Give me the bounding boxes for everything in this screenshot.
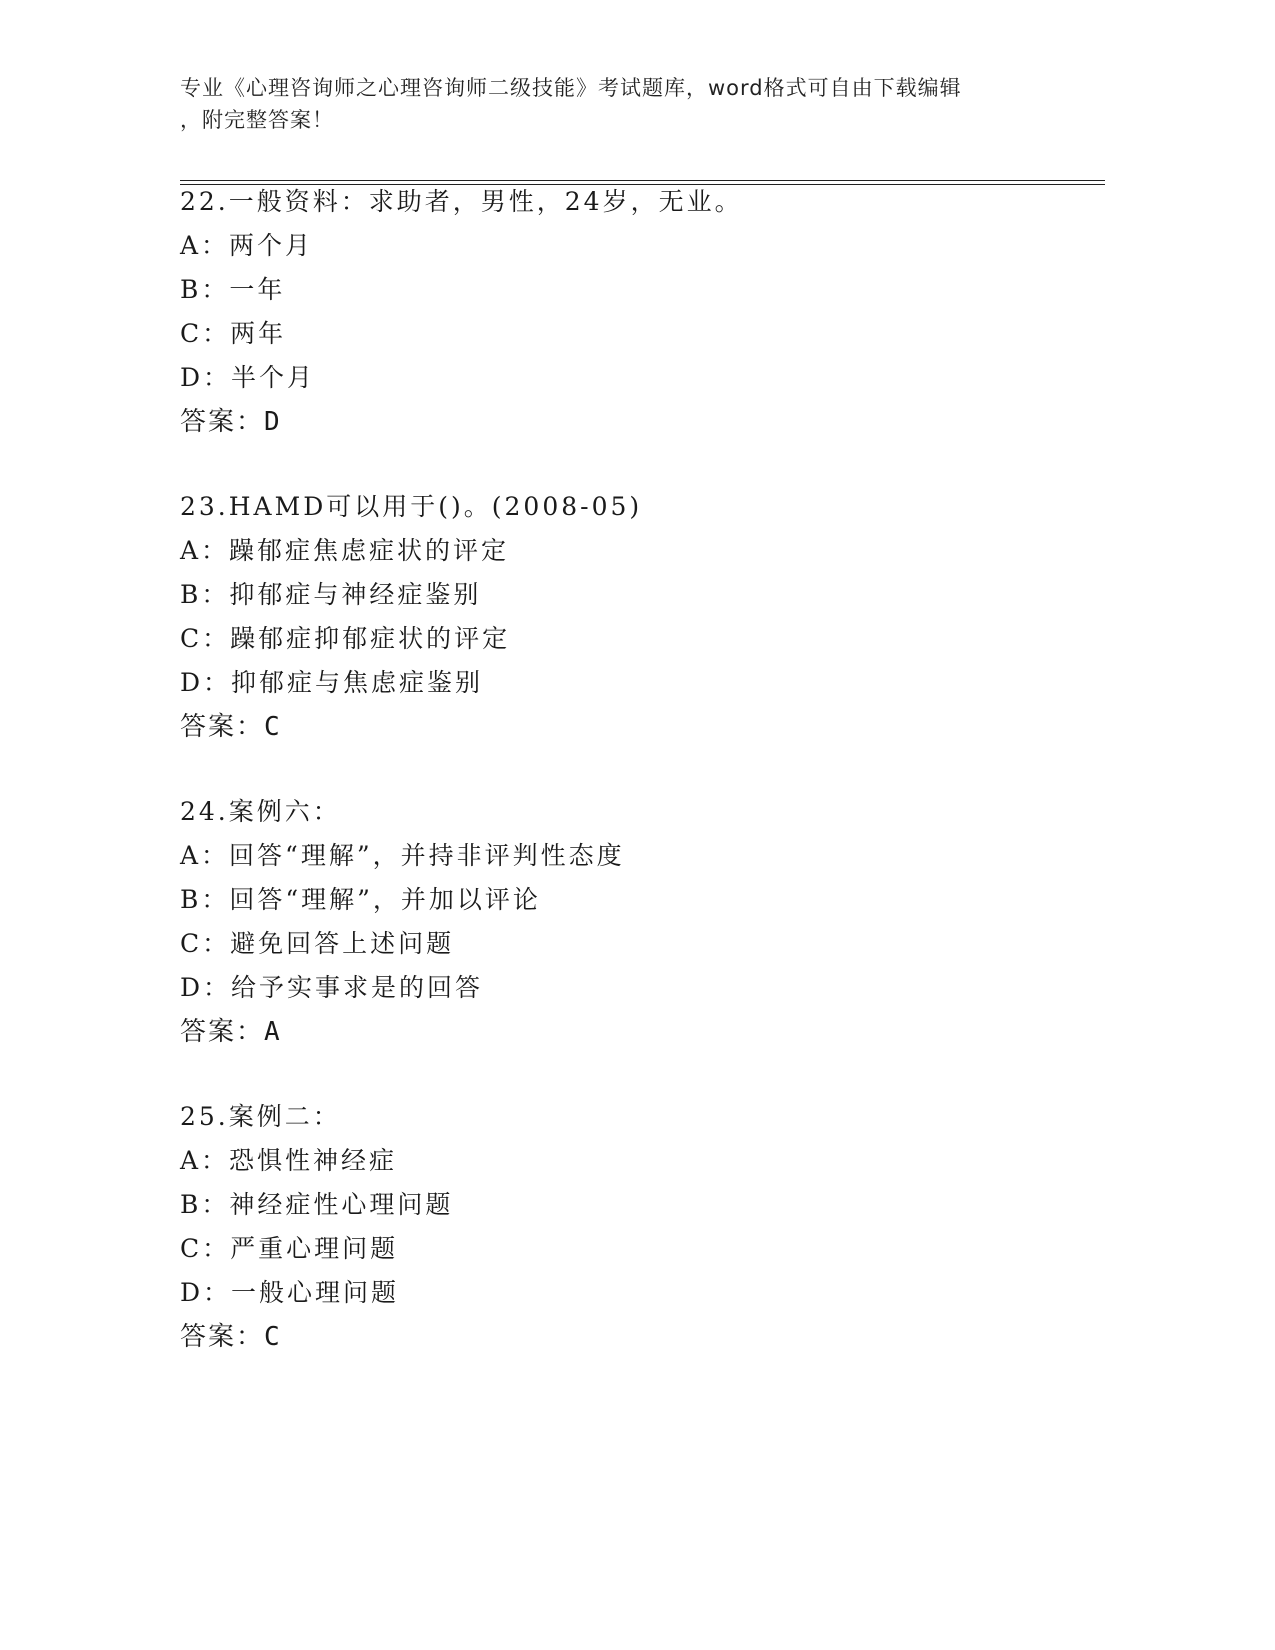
answer-line [180, 400, 1080, 444]
question-stem: 22.一般资料：求助者，男性，24岁，无业。 [180, 187, 743, 216]
option-b: B：一年 [180, 275, 286, 304]
answer-line [180, 705, 1080, 749]
question-24 [180, 790, 1080, 1054]
answer-value: C [264, 1322, 282, 1352]
option-d: D：给予实事求是的回答 [180, 973, 484, 1002]
answer-label: 答案： [180, 407, 265, 437]
option-c: C：躁郁症抑郁症状的评定 [180, 624, 511, 653]
option-b: B：抑郁症与神经症鉴别 [180, 580, 482, 609]
question-22 [180, 180, 1080, 444]
header-line-1: 专业《心理咨询师之心理咨询师二级技能》考试题库，word格式可自由下载编辑 [180, 76, 962, 100]
answer-value: C [264, 712, 282, 742]
document-header [180, 72, 1060, 136]
option-a: A：两个月 [180, 231, 314, 260]
option-c: C：避免回答上述问题 [180, 929, 455, 958]
option-b: B：回答“理解”，并加以评论 [180, 885, 541, 914]
answer-value: D [264, 407, 282, 437]
question-stem: 25.案例二： [180, 1102, 341, 1131]
question-stem: 23.HAMD可以用于()。(2008-05) [180, 492, 643, 521]
answer-line [180, 1010, 1080, 1054]
option-d: D：抑郁症与焦虑症鉴别 [180, 668, 484, 697]
question-25 [180, 1095, 1080, 1359]
header-line-2: ，附完整答案！ [180, 108, 334, 132]
answer-line [180, 1315, 1080, 1359]
option-d: D：一般心理问题 [180, 1278, 400, 1307]
option-c: C：严重心理问题 [180, 1234, 399, 1263]
option-a: A：回答“理解”，并持非评判性态度 [180, 841, 625, 870]
option-c: C：两年 [180, 319, 287, 348]
answer-value: A [264, 1017, 282, 1047]
option-b: B：神经症性心理问题 [180, 1190, 454, 1219]
option-a: A：躁郁症焦虑症状的评定 [180, 536, 510, 565]
question-stem: 24.案例六： [180, 797, 341, 826]
answer-label: 答案： [180, 712, 265, 742]
option-d: D：半个月 [180, 363, 316, 392]
question-23 [180, 485, 1080, 749]
option-a: A：恐惧性神经症 [180, 1146, 398, 1175]
answer-label: 答案： [180, 1017, 265, 1047]
answer-label: 答案： [180, 1322, 265, 1352]
